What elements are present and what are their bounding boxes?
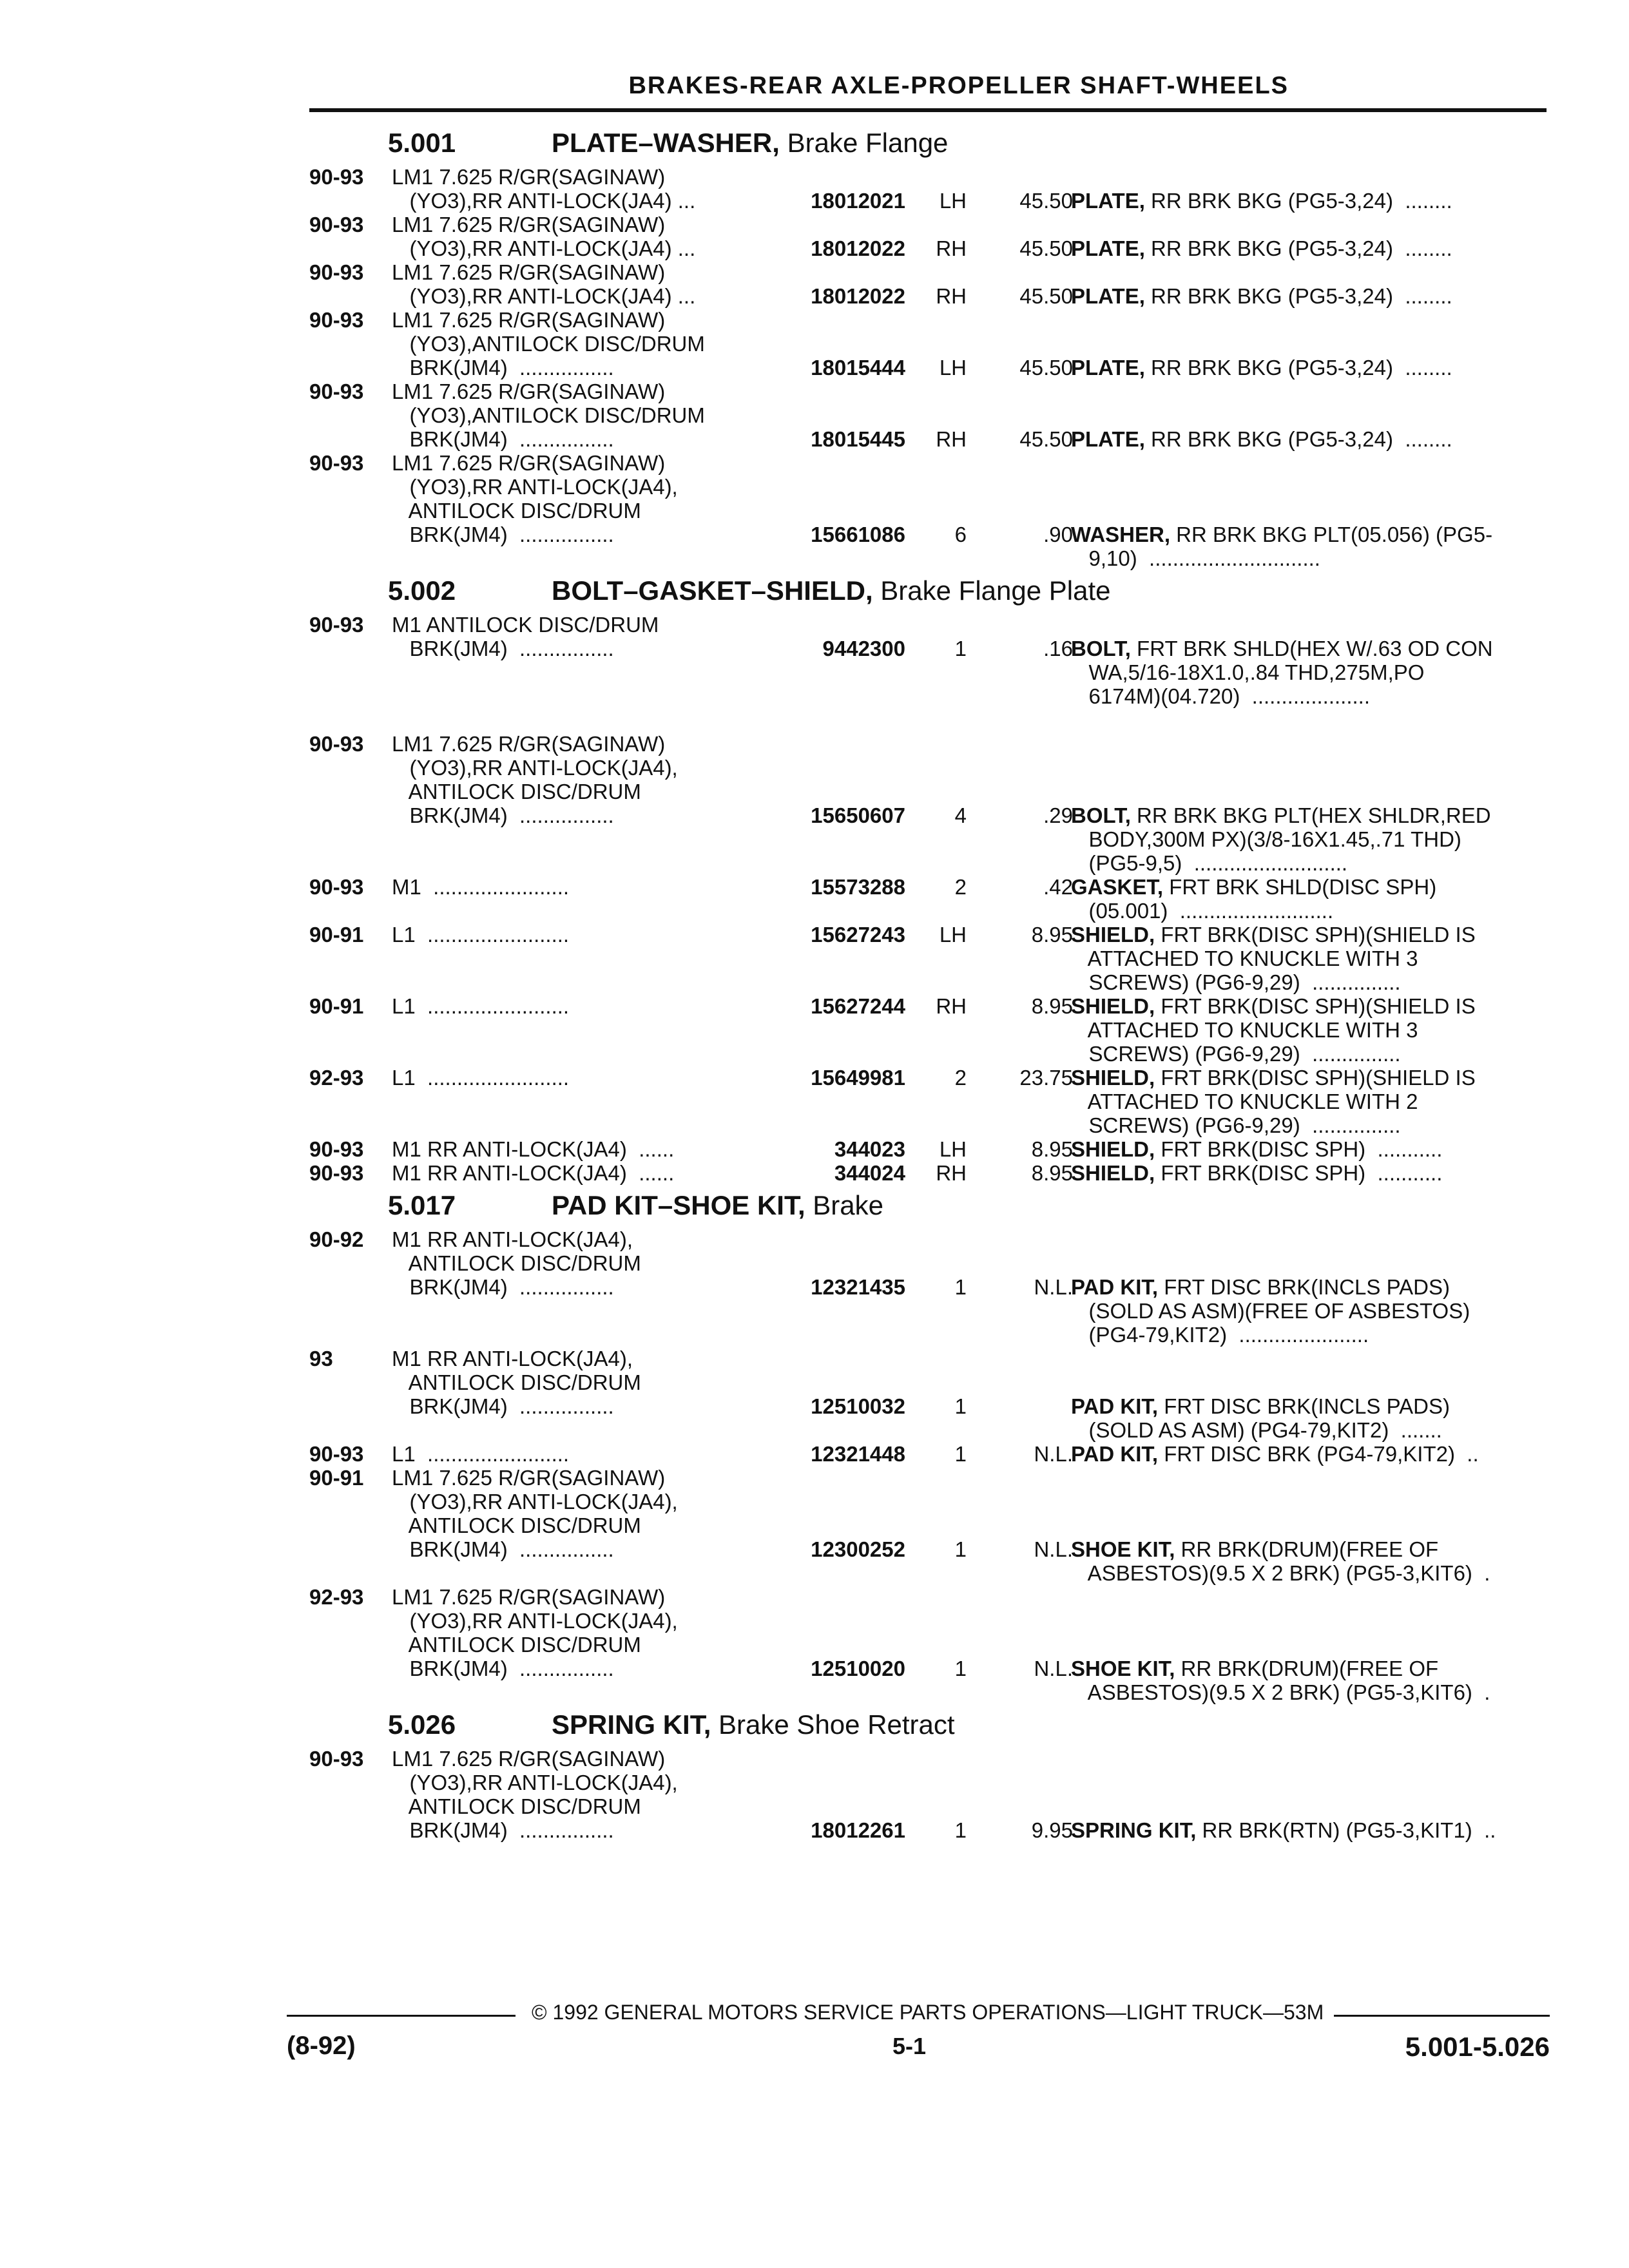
part-number: 15661086 [811, 523, 905, 546]
quantity: LH [939, 1137, 967, 1161]
part-description-text: FRT BRK(DISC SPH) ........... [1155, 1137, 1443, 1161]
part-number: 18012022 [811, 284, 905, 308]
part-description-line [1071, 1299, 1548, 1323]
part-number: 9442300 [822, 637, 905, 660]
part-description-text: FRT DISC BRK (PG4-79,KIT2) .. [1158, 1442, 1479, 1466]
price: 8.95 [1031, 923, 1073, 947]
footer-page-number: 5-1 [892, 2033, 927, 2059]
part-description-text: WA,5/16-18X1.0,.84 THD,275M,PO [1071, 660, 1425, 684]
part-number: 15573288 [811, 875, 905, 899]
description-line: L1 ........................ [392, 1066, 570, 1090]
part-description-text: RR BRK(RTN) (PG5-3,KIT1) .. [1196, 1818, 1496, 1842]
description-line: M1 ANTILOCK DISC/DRUM [392, 613, 659, 637]
price: 45.50 [1019, 189, 1073, 213]
part-name: PLATE, [1071, 236, 1145, 260]
part-name: SHIELD, [1071, 1066, 1155, 1090]
part-description-text: ATTACHED TO KNUCKLE WITH 3 [1071, 1018, 1418, 1042]
quantity: RH [936, 427, 967, 451]
page-footer [287, 2001, 1550, 2104]
description-line: BRK(JM4) ................ [392, 427, 614, 451]
price: N.L. [1034, 1275, 1073, 1299]
part-number: 12300252 [811, 1537, 905, 1561]
description-line: BRK(JM4) ................ [392, 637, 614, 660]
description-line: (YO3),ANTILOCK DISC/DRUM [392, 332, 705, 356]
catalog-entry [309, 923, 1547, 994]
section-title-main: BOLT–GASKET–SHIELD, [552, 575, 873, 606]
part-name: SHIELD, [1071, 994, 1155, 1018]
part-description [1071, 875, 1548, 923]
part-description-text: FRT BRK(DISC SPH)(SHIELD IS [1155, 923, 1476, 947]
part-description [1071, 994, 1548, 1066]
price: N.L. [1034, 1657, 1073, 1680]
footer-rule-left [287, 2015, 516, 2017]
description-line: M1 ....................... [392, 875, 570, 899]
part-description-line [1071, 970, 1548, 994]
section-title-main: PAD KIT–SHOE KIT, [552, 1190, 805, 1220]
part-number: 18012021 [811, 189, 905, 213]
footer-date: (8-92) [287, 2032, 356, 2060]
model-years: 90-93 [309, 732, 364, 756]
quantity: 1 [954, 1442, 967, 1466]
model-years: 92-93 [309, 1066, 364, 1090]
part-description [1071, 1657, 1548, 1704]
quantity: 4 [954, 803, 967, 827]
model-years: 90-93 [309, 451, 364, 475]
model-years: 90-93 [309, 1442, 364, 1466]
part-name: PAD KIT, [1071, 1394, 1159, 1418]
part-name: SHOE KIT, [1071, 1537, 1175, 1561]
description-line: L1 ........................ [392, 923, 570, 947]
section-title-sub: Brake Shoe Retract [711, 1709, 955, 1740]
section-title [552, 1190, 883, 1221]
catalog-entry [309, 380, 1547, 451]
part-description-line [1071, 875, 1548, 899]
part-number: 15627244 [811, 994, 905, 1018]
part-description [1071, 1161, 1548, 1185]
description-line: LM1 7.625 R/GR(SAGINAW) [392, 1466, 666, 1490]
section-title-main: PLATE–WASHER, [552, 128, 780, 158]
model-years: 90-93 [309, 260, 364, 284]
part-description [1071, 1818, 1548, 1842]
quantity: 1 [954, 1818, 967, 1842]
part-description-line [1071, 1113, 1548, 1137]
section-title [552, 128, 948, 159]
part-name: GASKET, [1071, 875, 1164, 899]
catalog-entry [309, 994, 1547, 1066]
part-description-line [1071, 660, 1548, 684]
part-description [1071, 1137, 1548, 1161]
price: 23.75 [1019, 1066, 1073, 1090]
part-description-line [1071, 356, 1548, 380]
part-number: 18012022 [811, 236, 905, 260]
description-line: LM1 7.625 R/GR(SAGINAW) [392, 451, 666, 475]
price: 45.50 [1019, 356, 1073, 380]
part-description-line [1071, 1418, 1548, 1442]
part-description-line [1071, 284, 1548, 308]
description-line: M1 RR ANTI-LOCK(JA4), [392, 1347, 633, 1370]
catalog-entry [309, 1161, 1547, 1185]
part-description [1071, 1394, 1548, 1442]
part-description-line [1071, 189, 1548, 213]
part-description-line [1071, 1323, 1548, 1347]
quantity: RH [936, 1161, 967, 1185]
part-description-line [1071, 827, 1548, 851]
part-description-line [1071, 851, 1548, 875]
part-name: PLATE, [1071, 427, 1145, 451]
part-number: 18012261 [811, 1818, 905, 1842]
part-description-line [1071, 1442, 1548, 1466]
part-description-text: RR BRK(DRUM)(FREE OF [1175, 1657, 1439, 1680]
part-description-line [1071, 1042, 1548, 1066]
catalog-entry [309, 1585, 1547, 1704]
part-description-text: RR BRK BKG (PG5-3,24) ........ [1144, 356, 1452, 380]
part-description-line [1071, 1275, 1548, 1299]
part-number: 344023 [834, 1137, 905, 1161]
section-title-sub: Brake Flange [779, 128, 949, 158]
description-line: ANTILOCK DISC/DRUM [392, 1251, 641, 1275]
catalog-entry [309, 260, 1547, 308]
part-description-line [1071, 1561, 1548, 1585]
part-description-line [1071, 923, 1548, 947]
model-years: 90-91 [309, 994, 364, 1018]
part-number: 15627243 [811, 923, 905, 947]
section-title-main: SPRING KIT, [552, 1709, 711, 1740]
model-years: 90-91 [309, 1466, 364, 1490]
catalog-entry [309, 1747, 1547, 1842]
part-number: 12510020 [811, 1657, 905, 1680]
part-description-text: (SOLD AS ASM)(FREE OF ASBESTOS) [1071, 1299, 1470, 1323]
part-description-line [1071, 427, 1548, 451]
quantity: 1 [954, 1537, 967, 1561]
price: N.L. [1034, 1537, 1073, 1561]
part-description [1071, 427, 1548, 451]
description-line: M1 RR ANTI-LOCK(JA4), [392, 1227, 633, 1251]
description-line: (YO3),RR ANTI-LOCK(JA4), [392, 1490, 678, 1514]
catalog-entry [309, 1347, 1547, 1442]
model-years: 90-93 [309, 165, 364, 189]
price: 45.50 [1019, 427, 1073, 451]
description-line: BRK(JM4) ................ [392, 523, 614, 546]
part-description-text: RR BRK BKG (PG5-3,24) ........ [1144, 284, 1452, 308]
part-description-text: 6174M)(04.720) .................... [1071, 684, 1371, 708]
part-description [1071, 803, 1548, 875]
part-name: PLATE, [1071, 284, 1145, 308]
part-description [1071, 1066, 1548, 1137]
price: 8.95 [1031, 1161, 1073, 1185]
description-line: (YO3),RR ANTI-LOCK(JA4), [392, 756, 678, 780]
part-description-text: (05.001) .......................... [1071, 899, 1334, 923]
price: .29 [1043, 803, 1073, 827]
part-description-line [1071, 546, 1548, 570]
part-number: 18015444 [811, 356, 905, 380]
description-line: LM1 7.625 R/GR(SAGINAW) [392, 1585, 666, 1609]
model-years: 93 [309, 1347, 333, 1370]
model-years: 90-93 [309, 1161, 364, 1185]
part-description [1071, 523, 1548, 570]
description-line: LM1 7.625 R/GR(SAGINAW) [392, 165, 666, 189]
part-name: SHIELD, [1071, 1161, 1155, 1185]
part-description-line [1071, 1818, 1548, 1842]
part-description-line [1071, 1394, 1548, 1418]
price: 8.95 [1031, 994, 1073, 1018]
part-number: 18015445 [811, 427, 905, 451]
section-title [552, 575, 1110, 606]
model-years: 90-93 [309, 308, 364, 332]
part-description-text: (PG5-9,5) .......................... [1071, 851, 1348, 875]
description-line: BRK(JM4) ................ [392, 1657, 614, 1680]
part-description-line [1071, 1137, 1548, 1161]
part-description-text: FRT BRK SHLD(HEX W/.63 OD CON [1130, 637, 1493, 660]
catalog-entry [309, 1466, 1547, 1585]
part-description-text: FRT DISC BRK(INCLS PADS) [1158, 1394, 1450, 1418]
part-number: 344024 [834, 1161, 905, 1185]
quantity: 2 [954, 875, 967, 899]
description-line: (YO3),RR ANTI-LOCK(JA4), [392, 1609, 678, 1633]
part-number: 15650607 [811, 803, 905, 827]
catalog-entry [309, 1137, 1547, 1161]
part-name: PLATE, [1071, 189, 1145, 213]
part-description-line [1071, 803, 1548, 827]
part-description-text: RR BRK(DRUM)(FREE OF [1175, 1537, 1439, 1561]
description-line: (YO3),RR ANTI-LOCK(JA4) ... [392, 284, 696, 308]
section-title-sub: Brake Flange Plate [872, 575, 1111, 606]
part-description [1071, 637, 1548, 708]
part-description-text: FRT BRK SHLD(DISC SPH) [1163, 875, 1437, 899]
part-name: SHIELD, [1071, 923, 1155, 947]
part-description-text: FRT BRK(DISC SPH) ........... [1155, 1161, 1443, 1185]
part-description-text: ATTACHED TO KNUCKLE WITH 3 [1071, 947, 1418, 970]
footer-section-range: 5.001-5.026 [1405, 2032, 1550, 2062]
part-description [1071, 356, 1548, 380]
description-line: L1 ........................ [392, 1442, 570, 1466]
price: 9.95 [1031, 1818, 1073, 1842]
part-description-line [1071, 1680, 1548, 1704]
part-description-line [1071, 1161, 1548, 1185]
part-number: 12321435 [811, 1275, 905, 1299]
part-description-line [1071, 1018, 1548, 1042]
quantity: RH [936, 236, 967, 260]
part-name: SHIELD, [1071, 1137, 1155, 1161]
model-years: 90-93 [309, 1137, 364, 1161]
price: 45.50 [1019, 236, 1073, 260]
price: 8.95 [1031, 1137, 1073, 1161]
catalog-entry [309, 213, 1547, 260]
model-years: 90-92 [309, 1227, 364, 1251]
part-description-text: BODY,300M PX)(3/8-16X1.45,.71 THD) [1071, 827, 1461, 851]
description-line: BRK(JM4) ................ [392, 1818, 614, 1842]
part-description [1071, 1442, 1548, 1466]
model-years: 90-93 [309, 380, 364, 403]
description-line: L1 ........................ [392, 994, 570, 1018]
section-heading [309, 1185, 1547, 1227]
part-description-text: RR BRK BKG PLT(05.056) (PG5- [1170, 523, 1493, 546]
description-line: BRK(JM4) ................ [392, 1394, 614, 1418]
part-description [1071, 189, 1548, 213]
part-description-line [1071, 236, 1548, 260]
model-years: 90-91 [309, 923, 364, 947]
part-description-text: RR BRK BKG PLT(HEX SHLDR,RED [1130, 803, 1491, 827]
quantity: 1 [954, 637, 967, 660]
description-line: ANTILOCK DISC/DRUM [392, 1794, 641, 1818]
header-rule [309, 108, 1547, 112]
description-line: BRK(JM4) ................ [392, 1275, 614, 1299]
part-description-text: (PG4-79,KIT2) ...................... [1071, 1323, 1369, 1347]
part-description-line [1071, 523, 1548, 546]
part-number: 12321448 [811, 1442, 905, 1466]
part-description-text: RR BRK BKG (PG5-3,24) ........ [1144, 236, 1452, 260]
footer-rule-right [1334, 2015, 1550, 2017]
part-description-line [1071, 1537, 1548, 1561]
quantity: LH [939, 923, 967, 947]
section-heading [309, 122, 1547, 165]
part-description-text: SCREWS) (PG6-9,29) ............... [1071, 970, 1401, 994]
description-line: LM1 7.625 R/GR(SAGINAW) [392, 213, 666, 236]
part-name: PLATE, [1071, 356, 1145, 380]
part-number: 12510032 [811, 1394, 905, 1418]
catalog-entry [309, 308, 1547, 380]
part-description-text: 9,10) ............................. [1071, 546, 1320, 570]
part-description-text: FRT DISC BRK(INCLS PADS) [1158, 1275, 1450, 1299]
part-description-line [1071, 1066, 1548, 1090]
price: .16 [1043, 637, 1073, 660]
quantity: 1 [954, 1657, 967, 1680]
part-name: PAD KIT, [1071, 1442, 1159, 1466]
model-years: 92-93 [309, 1585, 364, 1609]
model-years: 90-93 [309, 613, 364, 637]
model-years: 90-93 [309, 213, 364, 236]
part-name: PAD KIT, [1071, 1275, 1159, 1299]
description-line: LM1 7.625 R/GR(SAGINAW) [392, 308, 666, 332]
quantity: LH [939, 189, 967, 213]
description-line: (YO3),RR ANTI-LOCK(JA4) ... [392, 189, 696, 213]
part-description-line [1071, 994, 1548, 1018]
part-description-line [1071, 637, 1548, 660]
description-line: BRK(JM4) ................ [392, 1537, 614, 1561]
parts-catalog [309, 122, 1547, 1842]
section-heading [309, 1704, 1547, 1747]
description-line: LM1 7.625 R/GR(SAGINAW) [392, 260, 666, 284]
part-name: SHOE KIT, [1071, 1657, 1175, 1680]
part-description [1071, 1537, 1548, 1585]
description-line: ANTILOCK DISC/DRUM [392, 499, 641, 523]
footer-copyright: © 1992 GENERAL MOTORS SERVICE PARTS OPERATIONS—LIGHT TRUCK—53M [532, 2001, 1324, 2024]
catalog-entry [309, 1066, 1547, 1137]
part-description-line [1071, 899, 1548, 923]
part-description-text: (SOLD AS ASM) (PG4-79,KIT2) ....... [1071, 1418, 1442, 1442]
part-description-line [1071, 684, 1548, 708]
part-description-text: ASBESTOS)(9.5 X 2 BRK) (PG5-3,KIT6) . [1071, 1680, 1490, 1704]
part-description-line [1071, 947, 1548, 970]
section-number: 5.002 [388, 575, 456, 606]
description-line: (YO3),RR ANTI-LOCK(JA4), [392, 1771, 678, 1794]
quantity: 1 [954, 1394, 967, 1418]
catalog-entry [309, 732, 1547, 875]
catalog-entry [309, 165, 1547, 213]
description-line: (YO3),RR ANTI-LOCK(JA4) ... [392, 236, 696, 260]
quantity: LH [939, 356, 967, 380]
description-line: BRK(JM4) ................ [392, 356, 614, 380]
part-name: BOLT, [1071, 637, 1131, 660]
part-description-line [1071, 1090, 1548, 1113]
description-line: LM1 7.625 R/GR(SAGINAW) [392, 1747, 666, 1771]
part-name: BOLT, [1071, 803, 1131, 827]
section-number: 5.001 [388, 128, 456, 158]
description-line: (YO3),ANTILOCK DISC/DRUM [392, 403, 705, 427]
catalog-entry [309, 1227, 1547, 1347]
part-description-text: ATTACHED TO KNUCKLE WITH 2 [1071, 1090, 1418, 1113]
quantity: RH [936, 284, 967, 308]
part-description-text: SCREWS) (PG6-9,29) ............... [1071, 1042, 1401, 1066]
price: .90 [1043, 523, 1073, 546]
part-description-line [1071, 1657, 1548, 1680]
model-years: 90-93 [309, 1747, 364, 1771]
description-line: LM1 7.625 R/GR(SAGINAW) [392, 380, 666, 403]
section-heading [309, 570, 1547, 613]
description-line: M1 RR ANTI-LOCK(JA4) ...... [392, 1161, 675, 1185]
description-line: BRK(JM4) ................ [392, 803, 614, 827]
description-line: ANTILOCK DISC/DRUM [392, 1370, 641, 1394]
part-name: WASHER, [1071, 523, 1171, 546]
part-description [1071, 236, 1548, 260]
description-line: M1 RR ANTI-LOCK(JA4) ...... [392, 1137, 675, 1161]
description-line: ANTILOCK DISC/DRUM [392, 780, 641, 803]
part-description-text: SCREWS) (PG6-9,29) ............... [1071, 1113, 1401, 1137]
section-title [552, 1709, 955, 1740]
part-description-text: RR BRK BKG (PG5-3,24) ........ [1144, 189, 1452, 213]
part-description [1071, 1275, 1548, 1347]
model-years: 90-93 [309, 875, 364, 899]
description-line: (YO3),RR ANTI-LOCK(JA4), [392, 475, 678, 499]
section-number: 5.026 [388, 1709, 456, 1740]
catalog-entry [309, 613, 1547, 732]
part-description [1071, 923, 1548, 994]
catalog-entry [309, 451, 1547, 570]
description-line: LM1 7.625 R/GR(SAGINAW) [392, 732, 666, 756]
quantity: 1 [954, 1275, 967, 1299]
catalog-entry [309, 875, 1547, 923]
quantity: 2 [954, 1066, 967, 1090]
price: 45.50 [1019, 284, 1073, 308]
part-description-text: ASBESTOS)(9.5 X 2 BRK) (PG5-3,KIT6) . [1071, 1561, 1490, 1585]
price: .42 [1043, 875, 1073, 899]
part-description [1071, 284, 1548, 308]
catalog-entry [309, 1442, 1547, 1466]
page-title: BRAKES-REAR AXLE-PROPELLER SHAFT-WHEELS [628, 72, 1289, 99]
quantity: RH [936, 994, 967, 1018]
quantity: 6 [954, 523, 967, 546]
description-line: ANTILOCK DISC/DRUM [392, 1514, 641, 1537]
price: N.L. [1034, 1442, 1073, 1466]
part-description-text: FRT BRK(DISC SPH)(SHIELD IS [1155, 994, 1476, 1018]
part-description-text: FRT BRK(DISC SPH)(SHIELD IS [1155, 1066, 1476, 1090]
section-number: 5.017 [388, 1190, 456, 1220]
part-number: 15649981 [811, 1066, 905, 1090]
part-description-text: RR BRK BKG (PG5-3,24) ........ [1144, 427, 1452, 451]
section-title-sub: Brake [805, 1190, 883, 1220]
description-line: ANTILOCK DISC/DRUM [392, 1633, 641, 1657]
part-name: SPRING KIT, [1071, 1818, 1197, 1842]
